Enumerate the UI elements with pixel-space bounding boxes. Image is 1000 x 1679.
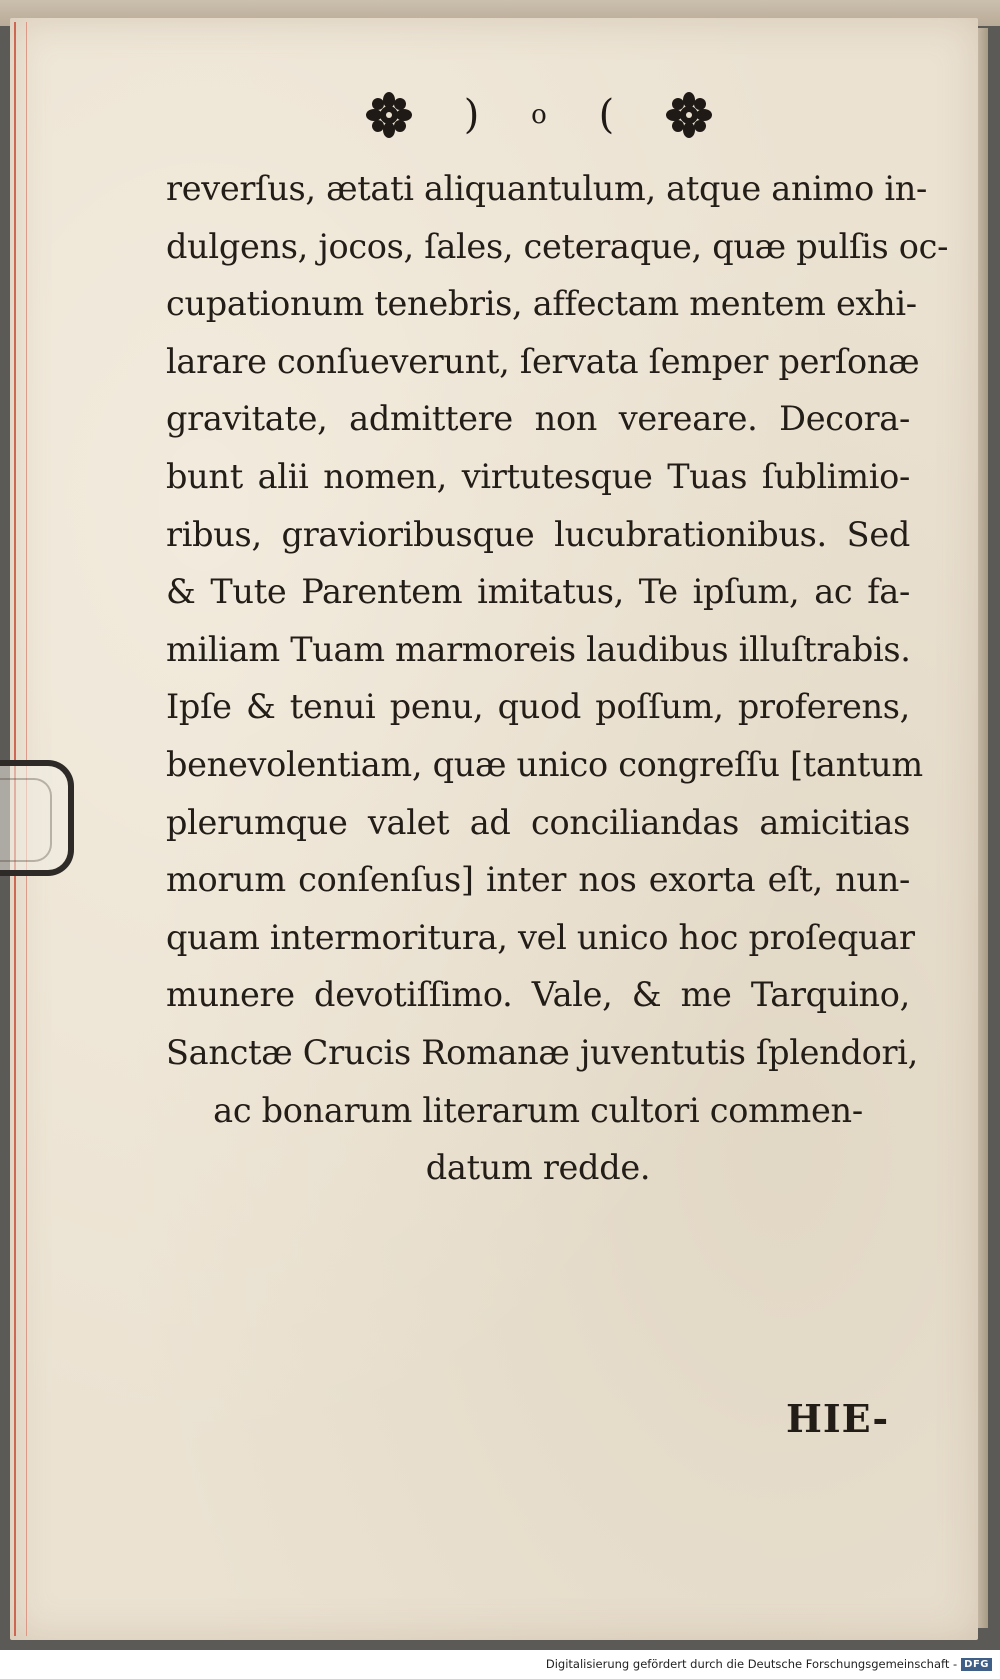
text-line: quam intermoritura, vel unico hoc proſequar (166, 917, 915, 957)
text-line: morum conſenſus] inter nos exorta eſt, nun- (166, 860, 910, 900)
text-line: bunt alii nomen, virtutesque Tuas ſublimio- (166, 456, 910, 496)
text-line: Sanctæ Crucis Romanæ juventutis ſplendori, (166, 1032, 918, 1072)
text-line: datum redde. (425, 1148, 651, 1188)
page-clip (0, 760, 74, 876)
ornament-center-mark: o (531, 100, 547, 130)
page-clip-inner (0, 778, 52, 862)
dfg-logo: DFG (961, 1658, 992, 1671)
text-line: & Tute Parentem imitatus, Te ipſum, ac fa- (166, 572, 910, 612)
text-line: miliam Tuam marmoreis laudibus illuſtrabis. (166, 629, 911, 669)
header-ornament (366, 92, 712, 138)
text-line: dulgens, jocos, ſales, ceteraque, quæ pulſis oc- (166, 226, 949, 266)
text-line: ribus, gravioribusque lucubrationibus. Sed (166, 514, 910, 554)
catchword: HIE- (786, 1396, 890, 1441)
ornament-right-paren: ( (598, 92, 615, 138)
text-line: reverſus, ætati aliquantulum, atque animo in- (166, 169, 928, 208)
fleuron-icon (366, 92, 412, 138)
text-line: benevolentiam, quæ unico congreſſu [tantum (166, 744, 923, 784)
credit-text: Digitalisierung gefördert durch die Deutsche Forschungsgemeinschaft - (545, 1657, 958, 1671)
text-line: Ipſe & tenui penu, quod poſſum, proferens, (166, 687, 910, 727)
ornament-left-paren: ) (463, 92, 480, 138)
digitization-credit (546, 1654, 992, 1674)
text-line: gravitate, admittere non vereare. Decora- (166, 399, 910, 439)
fleuron-icon (666, 92, 712, 138)
text-line: cupationum tenebris, affectam mentem exhi- (166, 284, 917, 324)
text-line: ac bonarum literarum cultori commen- (213, 1090, 863, 1130)
text-line: munere devotiſſimo. Vale, & me Tarquino, (166, 975, 910, 1015)
text-line: larare conſueverunt, ſervata ſemper perſonæ (166, 341, 920, 381)
body-text (166, 160, 949, 1197)
text-line: plerumque valet ad conciliandas amicitias (166, 802, 910, 842)
